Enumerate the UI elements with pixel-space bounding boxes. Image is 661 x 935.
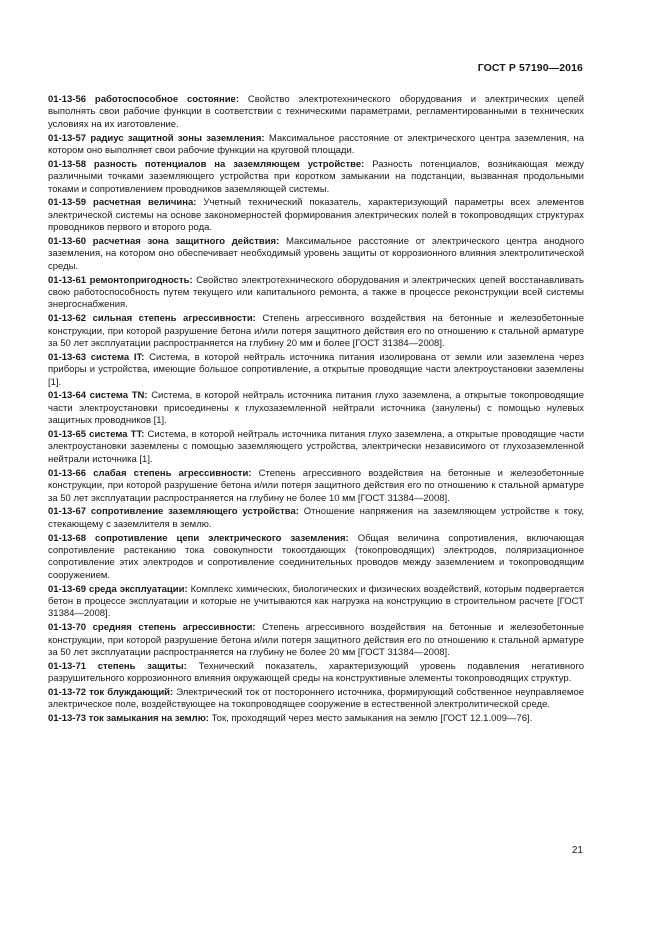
glossary-entry xyxy=(48,429,584,466)
glossary-entry xyxy=(48,390,584,427)
entry-code: 01-13-71 xyxy=(48,660,87,672)
entry-code: 01-13-72 xyxy=(48,686,87,698)
entry-term: расчетная зона защитного действия: xyxy=(92,236,280,248)
glossary-entry xyxy=(48,313,584,350)
entry-term: сопротивление цепи электрического заземления: xyxy=(95,532,349,544)
entry-definition: Электрический ток от постороннего источника, формирующий собственное неуправляемое электрическое поле, воздействующее на токопроводящее сооружение в естественной электролитической среде. xyxy=(48,686,585,711)
entry-term: система TT: xyxy=(89,429,145,441)
entry-code: 01-13-73 xyxy=(48,713,87,725)
glossary-entry xyxy=(48,506,584,531)
entry-definition: Свойство электротехнического оборудования и электрических цепей выполнять свои рабочие функции в соответствии с техническими параметрами, регламентированными в технических условиях на их изготовление. xyxy=(48,94,584,130)
entry-definition: Ток, проходящий через место замыкания на землю [ГОСТ 12.1.009—76]. xyxy=(211,713,533,725)
entry-code: 01-13-67 xyxy=(48,506,87,518)
entry-definition: Максимальное расстояние от электрического центра заземления, на котором оно выполняет свои рабочие функции на круговой площади. xyxy=(48,132,585,157)
entry-term: радиус защитной зоны заземления: xyxy=(90,132,265,144)
entry-term: средняя степень агрессивности: xyxy=(92,622,256,634)
page-number: 21 xyxy=(571,845,583,856)
entry-term: ток замыкания на землю: xyxy=(88,713,209,725)
entry-definition: Система, в которой нейтраль источника питания глухо заземлена, а открытые токопроводящие части электроустановки присоединены к глухозаземленной нейтрали источника (занулены) с помощью нулевых защитных проводников [1]. xyxy=(48,390,585,427)
entry-term: разность потенциалов на заземляющем устройстве: xyxy=(93,158,365,170)
entry-code: 01-13-64 xyxy=(48,390,87,402)
entry-term: система TN: xyxy=(89,390,148,402)
entry-definition: Технический показатель, характеризующий уровень подавления негативного разрушительного коррозионного влияния окружающей среды на конструктивные элементы токопроводящих структур. xyxy=(48,660,584,685)
entry-definition: Комплекс химических, биологических и физических воздействий, которым подвергается бетон в процессе эксплуатации и которые не учитываются как нагрузка на конструкцию в строительном расчете [ГОСТ 31384—2008]. xyxy=(48,583,584,620)
entry-term: среда эксплуатации: xyxy=(89,583,188,595)
entry-definition: Степень агрессивного воздействия на бетонные и железобетонные конструкции, при которой разрушение бетона и/или потеря защитного действия его по отношению к стальной арматуре за 50 лет эксплуатации распространяется на глубину не более 10 мм [ГОСТ 31384—2008]. xyxy=(48,467,585,504)
entry-definition: Степень агрессивного воздействия на бетонные и железобетонные конструкции, при которой разрушение бетона и/или потеря защитного действия его по отношению к стальной арматуре за 50 лет эксплуатации распространяется на глубину 20 мм и более [ГОСТ 31384—2008]. xyxy=(48,313,585,350)
glossary-entry xyxy=(48,275,584,312)
entry-code: 01-13-70 xyxy=(48,622,87,634)
glossary-entry xyxy=(48,533,584,583)
entry-code: 01-13-58 xyxy=(48,158,87,170)
glossary-entry xyxy=(48,468,584,505)
entry-code: 01-13-60 xyxy=(48,236,87,248)
entry-definition: Отношение напряжения на заземляющем устройстве к току, стекающему с заземлителя в землю. xyxy=(48,506,584,530)
entry-term: ремонтопригодность: xyxy=(89,274,193,286)
entry-term: сильная степень агрессивности: xyxy=(92,313,256,325)
entry-term: сопротивление заземляющего устройства: xyxy=(90,506,299,518)
entry-definition: Степень агрессивного воздействия на бетонные и железобетонные конструкции, при которой разрушение бетона и/или потеря защитного действия его по отношению к стальной арматуре за 50 лет эксплуатации распространяется на глубину не более 20 мм [ГОСТ 31384—2008]. xyxy=(48,622,585,658)
glossary-entry xyxy=(48,622,584,659)
entry-definition: Учетный технический показатель, характеризующий параметры всех элементов электрической системы на основе закономерностей формирования электрических полей в токопроводящих структурах проводников первого и второго рода. xyxy=(48,197,585,234)
entry-code: 01-13-69 xyxy=(48,583,87,595)
entry-code: 01-13-62 xyxy=(48,313,87,325)
entry-term: система IT: xyxy=(90,351,145,363)
entry-term: слабая степень агрессивности: xyxy=(93,467,252,479)
glossary-entry xyxy=(48,159,584,196)
entry-code: 01-13-65 xyxy=(48,429,87,441)
entry-code: 01-13-59 xyxy=(48,197,87,209)
entry-code: 01-13-68 xyxy=(48,532,87,544)
entry-code: 01-13-63 xyxy=(48,351,87,363)
glossary-entry xyxy=(48,584,584,621)
glossary-entry xyxy=(48,687,584,712)
glossary-entry xyxy=(48,236,584,273)
glossary-entry xyxy=(48,197,584,234)
entry-definition: Разность потенциалов, возникающая между различными точками заземляющего устройства при коротком замыкании на подстанции, вызванная продольными токами и сопротивлением проводников заземляющей системы. xyxy=(48,158,585,195)
glossary-entries xyxy=(48,94,584,727)
glossary-entry xyxy=(48,661,584,686)
entry-code: 01-13-56 xyxy=(48,94,87,105)
entry-definition: Система, в которой нейтраль источника питания изолирована от земли или заземлена через приборы и устройства, имеющие большое сопротивление, а открытые проводящие части электроустановки заземлены [1]. xyxy=(48,351,585,388)
entry-term: степень защиты: xyxy=(97,660,187,672)
entry-definition: Максимальное расстояние от электрического центра анодного заземления, на котором оно обеспечивает необходимый уровень защиты от коррозионного влияния электролитической среды. xyxy=(48,236,585,272)
glossary-entry xyxy=(48,133,584,158)
glossary-entry xyxy=(48,94,584,131)
entry-definition: Система, в которой нейтраль источника питания глухо заземлена, а открытые проводящие части электроустановки заземлены с помощью заземляющего устройства, электрически независимого от глухозаземленной нейтрали источника [1]. xyxy=(48,429,584,465)
entry-term: расчетная величина: xyxy=(93,197,197,209)
glossary-entry xyxy=(48,713,584,725)
glossary-entry xyxy=(48,352,584,389)
entry-code: 01-13-57 xyxy=(48,132,87,144)
entry-term: ток блуждающий: xyxy=(89,686,174,698)
entry-term: работоспособное состояние: xyxy=(94,94,240,105)
standard-designation: ГОСТ Р 57190—2016 xyxy=(477,62,583,74)
entry-code: 01-13-66 xyxy=(48,467,87,479)
entry-code: 01-13-61 xyxy=(48,274,87,286)
entry-definition: Общая величина сопротивления, включающая сопротивление растеканию тока совокупности токоотдающих (токопроводящих) электродов, поляризационное сопротивление этих электродов и сопротивление соединительных проводов между заземлением и токопроводящим сооружением. xyxy=(48,532,584,581)
entry-definition: Свойство электротехнического оборудования и электрических цепей восстанавливать свою работоспособность путем текущего или капитального ремонта, а также в процессе реконструкции всей системы энергоснабжения. xyxy=(48,274,585,311)
